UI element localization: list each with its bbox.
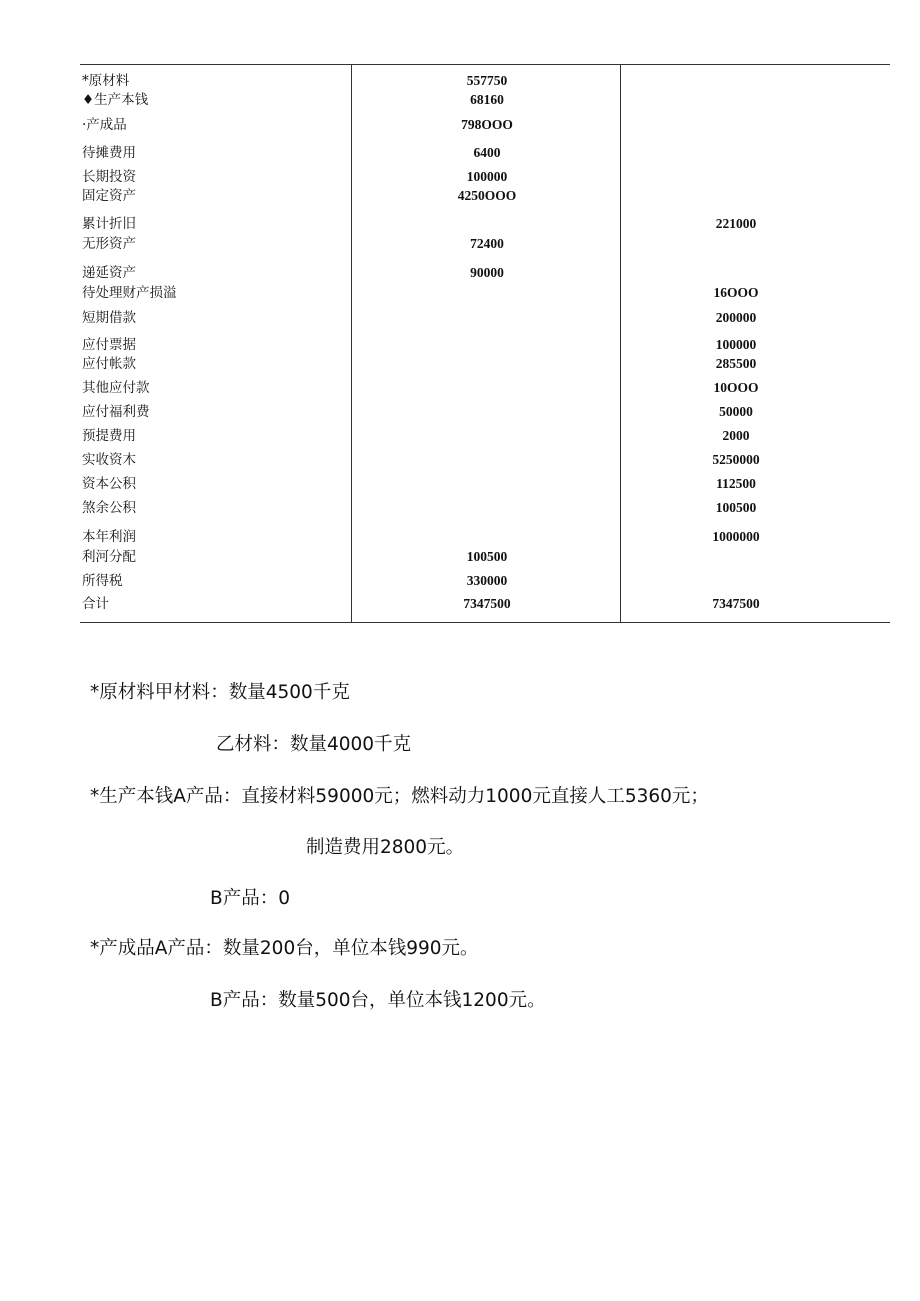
credit-amount: 2000 [722, 428, 750, 443]
table-row [80, 499, 890, 517]
account-name: 煞余公积 [82, 500, 136, 516]
table-row [80, 336, 890, 354]
account-name: *原材料 [82, 73, 130, 89]
debit-amount: 72400 [470, 236, 504, 251]
table-row [80, 187, 890, 205]
debit-amount: 100500 [466, 549, 508, 564]
account-name: 合计 [82, 596, 109, 612]
debit-amount: 798OOO [461, 117, 513, 132]
note-manufacturing-overhead: 制造费用2800元。 [306, 837, 465, 858]
table-row [80, 284, 890, 302]
table-row [80, 451, 890, 469]
account-name: 固定资产 [82, 188, 136, 204]
credit-amount: 100000 [715, 337, 757, 352]
account-name: 待处理财产损溢 [82, 285, 177, 301]
account-name: 应付帐款 [82, 356, 136, 372]
account-name: 实收资木 [82, 452, 136, 468]
table-row [80, 528, 890, 546]
table-row [80, 379, 890, 397]
table-row [80, 91, 890, 109]
debit-amount: 4250OOO [457, 188, 517, 203]
note-finished-goods-b: B产品：数量500台，单位本钱1200元。 [210, 990, 546, 1011]
account-name: ♦生产本钱 [82, 92, 149, 108]
note-raw-material: *原材料甲材料：数量4500千克 [90, 682, 350, 703]
note-production-cost: *生产本钱A产品：直接材料59000元；燃料动力1000元直接人工5360元； [90, 786, 709, 807]
account-name: 利河分配 [82, 549, 136, 565]
account-name: 资本公积 [82, 476, 136, 492]
account-name: 递延资产 [82, 265, 136, 281]
account-name: 所得税 [82, 573, 123, 589]
credit-amount: 200000 [715, 310, 757, 325]
credit-amount: 112500 [716, 476, 756, 491]
credit-amount: 16OOO [713, 285, 759, 300]
credit-amount: 10OOO [713, 380, 759, 395]
debit-amount: 557750 [466, 73, 508, 88]
note-product-b-cost: B产品：0 [210, 888, 290, 909]
credit-total: 7347500 [712, 596, 760, 611]
table-row [80, 548, 890, 566]
account-name: 累计折旧 [82, 216, 136, 232]
table-row [80, 475, 890, 493]
credit-amount: 221000 [715, 216, 757, 231]
account-name: 预提费用 [82, 428, 136, 444]
table-row [80, 72, 890, 90]
note-finished-goods: *产成品A产品：数量200台，单位本钱990元。 [90, 938, 479, 959]
table-row [80, 427, 890, 445]
credit-amount: 5250000 [712, 452, 760, 467]
account-name: 本年利润 [82, 529, 136, 545]
table-row [80, 235, 890, 253]
table-row [80, 144, 890, 162]
account-name: ·产成品 [82, 117, 127, 133]
ledger-table [80, 64, 890, 623]
credit-amount: 100500 [715, 500, 757, 515]
table-row [80, 572, 890, 590]
debit-amount: 68160 [470, 92, 504, 107]
debit-amount: 330000 [466, 573, 508, 588]
table-row [80, 355, 890, 373]
debit-amount: 6400 [473, 145, 501, 160]
credit-amount: 1000000 [712, 529, 760, 544]
account-name: 无形资产 [82, 236, 136, 252]
debit-total: 7347500 [463, 596, 511, 611]
table-row [80, 116, 890, 134]
credit-amount: 50000 [719, 404, 753, 419]
table-row-total [80, 595, 890, 613]
account-name: 应付福利费 [82, 404, 150, 420]
table-row [80, 403, 890, 421]
account-name: 短期借款 [82, 310, 136, 326]
account-name: 待摊费用 [82, 145, 136, 161]
table-row [80, 168, 890, 186]
note-raw-material-b: 乙材料：数量4000千克 [216, 734, 412, 755]
table-row [80, 264, 890, 282]
account-name: 应付票据 [82, 337, 136, 353]
account-name: 长期投资 [82, 169, 136, 185]
credit-amount: 285500 [715, 356, 757, 371]
account-name: 其他应付款 [82, 380, 150, 396]
table-row [80, 215, 890, 233]
debit-amount: 90000 [470, 265, 504, 280]
debit-amount: 100000 [466, 169, 508, 184]
table-row [80, 309, 890, 327]
